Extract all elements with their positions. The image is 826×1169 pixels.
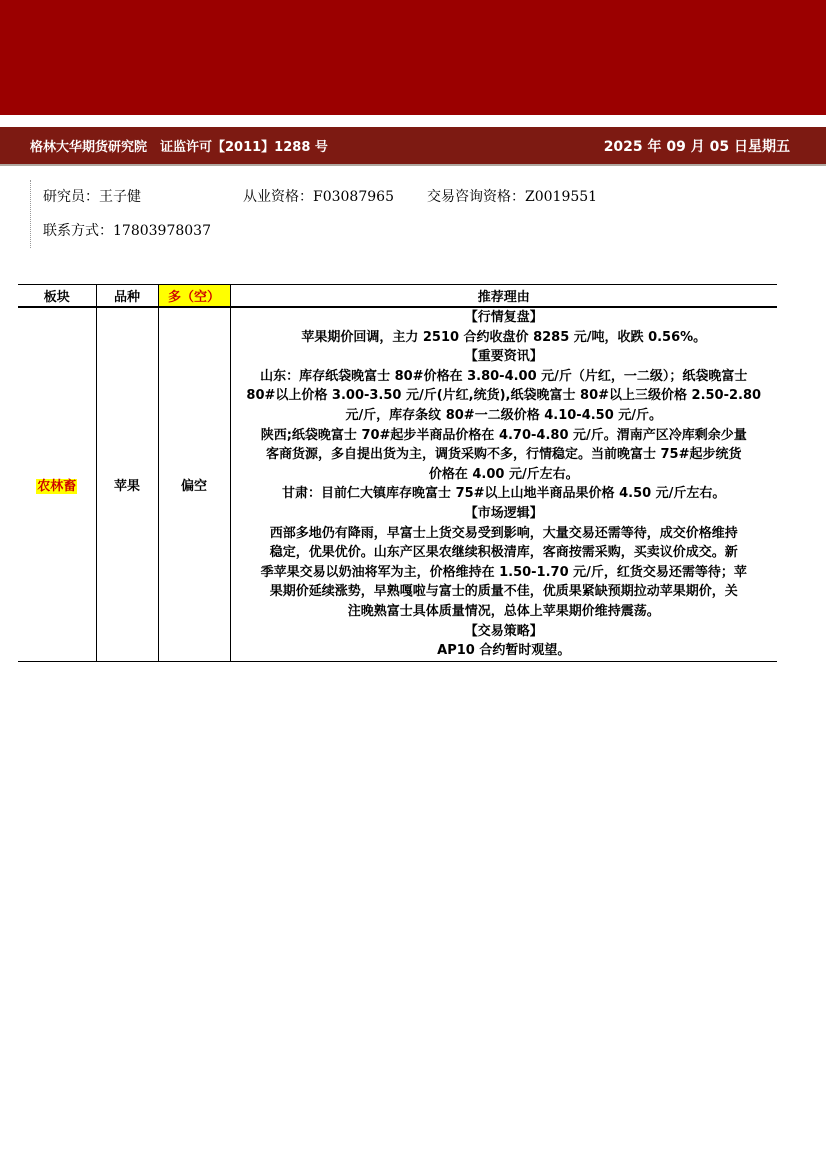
reason-line: 【行情复盘】 — [464, 310, 543, 325]
cell-variety: 苹果 — [96, 307, 158, 661]
qualification-number: 从业资格：F03087965 — [243, 189, 394, 205]
report-date: 2025 年 09 月 05 日星期五 — [603, 139, 790, 155]
contact-info: 联系方式：17803978037 — [43, 223, 211, 239]
consult-qualification-number: 交易咨询资格：Z0019551 — [427, 189, 598, 205]
header-reason: 推荐理由 — [230, 285, 777, 308]
reason-line: 【交易策略】 — [464, 623, 543, 639]
reason-line: 客商货源，多自提出货为主，调货采购不多，行情稳定。当前晚富士 75#起步统货 — [265, 447, 742, 463]
reason-line: 元/斤，库存条纹 80#一二级价格 4.10-4.50 元/斤。 — [345, 407, 663, 423]
reason-line: 西部多地仍有降雨，早富士上货交易受到影响，大量交易还需等待，成交价格维持 — [269, 525, 738, 541]
cell-sector — [18, 307, 96, 661]
researcher-name: 研究员：王子健 — [43, 189, 141, 205]
table-row — [18, 307, 777, 661]
sector-label: 农林畜 — [37, 478, 77, 494]
reason-line: 果期价延续涨势，早熟嘎啦与富士的质量不佳，优质果紧缺预期拉动苹果期价，关 — [269, 584, 738, 600]
reason-line: 山东：库存纸袋晚富士 80#价格在 3.80-4.00 元/斤（片红，一二级）；纸袋晚富士 — [260, 368, 748, 384]
reason-line: 【市场逻辑】 — [464, 505, 543, 521]
researcher-info — [30, 180, 743, 248]
info-line-2 — [43, 214, 743, 248]
organization-license: 格林大华期货研究院 证监许可【2011】1288 号 — [30, 140, 328, 155]
reason-line: 苹果期价回调，主力 2510 合约收盘价 8285 元/吨，收跌 0.56%。 — [301, 329, 707, 345]
cell-direction: 偏空 — [158, 307, 230, 661]
top-banner — [0, 0, 826, 115]
reason-line: 【重要资讯】 — [464, 349, 543, 365]
header-variety: 品种 — [96, 285, 158, 308]
table-header-row — [18, 285, 777, 308]
cell-reason — [230, 307, 777, 661]
reason-line: 陕西;纸袋晚富士 70#起步半商品价格在 4.70-4.80 元/斤。渭南产区冷库剩余少量 — [260, 427, 747, 443]
header-direction — [158, 285, 230, 308]
header-bar — [0, 127, 826, 166]
header-direction-label: 多（空） — [164, 290, 224, 305]
header-sector: 板块 — [18, 285, 96, 308]
reason-line: 稳定，优果优价。山东产区果农继续积极清库，客商按需采购，买卖议价成交。新 — [269, 545, 738, 561]
reason-line: AP10 合约暂时观望。 — [437, 643, 571, 659]
reason-line: 注晚熟富士具体质量情况，总体上苹果期价维持震荡。 — [347, 603, 660, 619]
reason-line: 甘肃：目前仁大镇库存晚富士 75#以上山地半商品果价格 4.50 元/斤左右。 — [282, 486, 726, 502]
info-line-1 — [43, 180, 743, 214]
reason-line: 80#以上价格 3.00-3.50 元/斤(片红,统货),纸袋晚富士 80#以上三级价格 2.50-2.80 — [246, 388, 762, 404]
reason-line: 价格在 4.00 元/斤左右。 — [428, 466, 579, 482]
recommendation-table — [18, 284, 777, 662]
reason-line: 季苹果交易以奶油将军为主，价格维持在 1.50-1.70 元/斤，红货交易还需等待；苹 — [260, 564, 747, 580]
